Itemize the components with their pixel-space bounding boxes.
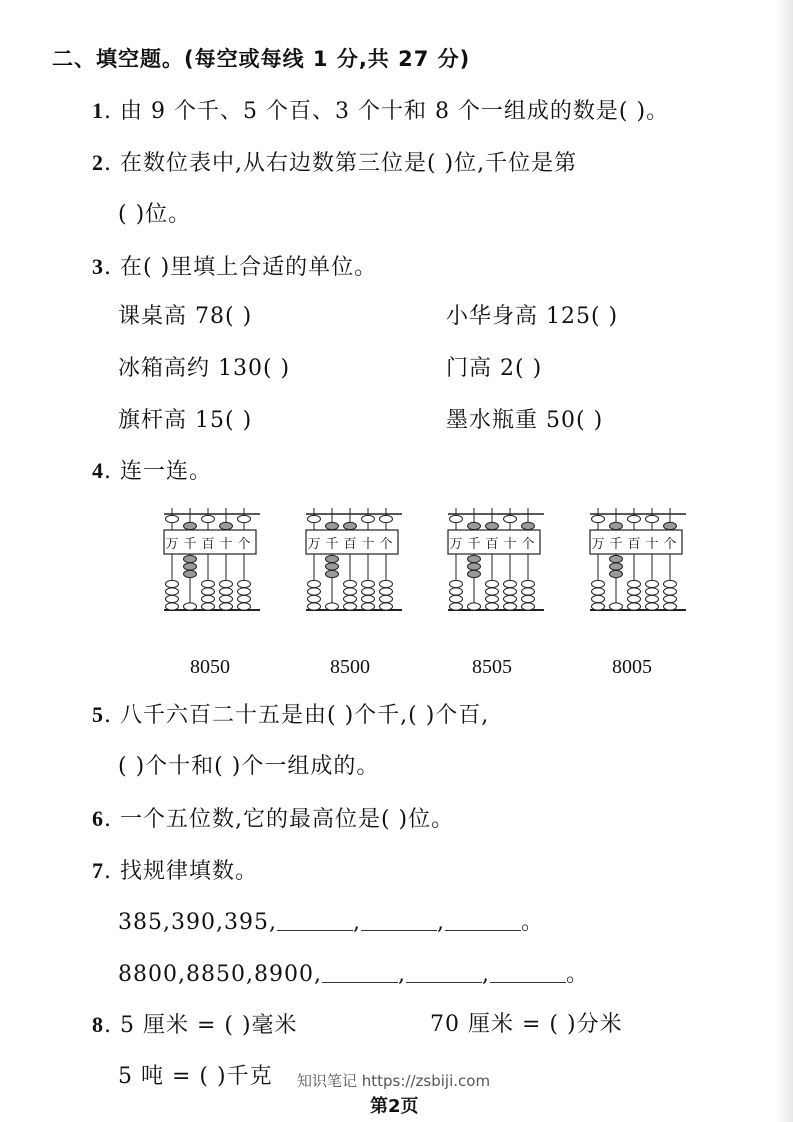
abacus-lower-bead	[344, 588, 357, 595]
abacus-lower-bead	[308, 580, 321, 587]
abacus-lower-bead	[610, 555, 623, 562]
abacus-lower-bead	[344, 580, 357, 587]
number-option: 8005	[612, 656, 652, 678]
abacus-upper-bead	[664, 522, 677, 529]
abacus-upper-bead	[238, 515, 251, 522]
abacus-column-label: 万	[165, 537, 179, 552]
abacus-lower-bead	[664, 595, 677, 602]
abacus-lower-bead	[486, 588, 499, 595]
abacus-lower-bead	[450, 580, 463, 587]
question-text: . 在数位表中,从右边数第三位是( )位,千位是第	[104, 151, 578, 176]
question-2-cont: ( )位。	[118, 202, 192, 227]
answer-blank[interactable]	[490, 962, 566, 983]
question-4	[92, 456, 212, 487]
abacus-lower-bead	[664, 603, 677, 610]
abacus-lower-bead	[202, 580, 215, 587]
number-option: 8505	[472, 656, 512, 678]
abacus-lower-bead	[166, 580, 179, 587]
question-number: 4	[92, 458, 104, 483]
abacus-lower-bead	[380, 588, 393, 595]
abacus-lower-bead	[380, 580, 393, 587]
answer-blank[interactable]	[406, 962, 482, 983]
abacus-upper-bead	[628, 515, 641, 522]
abacus-lower-bead	[486, 580, 499, 587]
abacus-column-label: 百	[201, 537, 215, 552]
abacus-column-label: 十	[361, 537, 375, 552]
question-5-cont: ( )个十和( )个一组成的。	[118, 754, 380, 779]
question-8	[92, 1010, 298, 1041]
abacus-lower-bead	[166, 603, 179, 610]
question-text: . 由 9 个千、5 个百、3 个十和 8 个一组成的数是( )。	[104, 99, 670, 124]
question-number: 5	[92, 702, 104, 727]
abacus-upper-bead	[202, 515, 215, 522]
abacus-lower-bead	[592, 595, 605, 602]
abacus-lower-bead	[238, 588, 251, 595]
question-text: . 连一连。	[104, 459, 212, 484]
abacus-figure	[586, 506, 686, 616]
sequence-row-2	[118, 960, 589, 990]
abacus-upper-bead	[468, 522, 481, 529]
abacus-upper-bead	[308, 515, 321, 522]
abacus-upper-bead	[362, 515, 375, 522]
question-number: 7	[92, 858, 104, 883]
abacus-lower-bead	[220, 603, 233, 610]
end-mark: 。	[520, 910, 544, 935]
abacus-column-label: 个	[521, 537, 535, 552]
question-3	[92, 252, 377, 283]
unit-item: 门高 2( )	[446, 356, 543, 381]
abacus-lower-bead	[308, 595, 321, 602]
abacus-figure	[444, 506, 544, 616]
abacus-lower-bead	[610, 570, 623, 577]
abacus-upper-bead	[592, 515, 605, 522]
abacus-lower-bead	[468, 570, 481, 577]
abacus-upper-bead	[166, 515, 179, 522]
question-7	[92, 856, 258, 887]
abacus-upper-bead	[380, 515, 393, 522]
abacus-lower-bead	[326, 570, 339, 577]
number-option: 8050	[190, 656, 230, 678]
abacus-lower-bead	[486, 603, 499, 610]
abacus-lower-bead	[504, 595, 517, 602]
abacus-lower-bead	[450, 588, 463, 595]
question-number: 2	[92, 150, 104, 175]
abacus-lower-bead	[646, 603, 659, 610]
abacus-lower-bead	[166, 595, 179, 602]
separator: ,	[352, 910, 361, 935]
abacus-lower-bead	[326, 555, 339, 562]
abacus-lower-bead	[184, 570, 197, 577]
abacus-lower-bead	[628, 588, 641, 595]
answer-blank[interactable]	[361, 910, 437, 931]
abacus-lower-bead	[202, 588, 215, 595]
abacus-lower-bead	[308, 588, 321, 595]
abacus-column-label: 个	[663, 537, 677, 552]
abacus-figure	[302, 506, 402, 616]
abacus-lower-bead	[380, 595, 393, 602]
abacus-lower-bead	[504, 588, 517, 595]
page-number: 第2页	[370, 1096, 419, 1117]
conversion-item: 5 吨 = ( )千克	[118, 1064, 273, 1089]
abacus-lower-bead	[202, 603, 215, 610]
abacus-lower-bead	[468, 563, 481, 570]
abacus-lower-bead	[344, 595, 357, 602]
question-2	[92, 148, 577, 179]
abacus-lower-bead	[592, 580, 605, 587]
abacus-lower-bead	[646, 588, 659, 595]
abacus-lower-bead	[664, 580, 677, 587]
unit-item: 墨水瓶重 50( )	[446, 408, 604, 433]
answer-blank[interactable]	[445, 910, 521, 931]
abacus-lower-bead	[592, 588, 605, 595]
abacus-upper-bead	[184, 522, 197, 529]
abacus-column-label: 千	[325, 537, 339, 552]
section-title: 二、填空题。(每空或每线 1 分,共 27 分)	[52, 47, 471, 71]
abacus-lower-bead	[220, 595, 233, 602]
unit-item: 小华身高 125( )	[446, 304, 619, 329]
abacus-lower-bead	[380, 603, 393, 610]
sequence-row-1	[118, 908, 544, 938]
abacus-lower-bead	[522, 595, 535, 602]
abacus-lower-bead	[362, 588, 375, 595]
abacus-lower-bead	[486, 595, 499, 602]
question-number: 8	[92, 1012, 104, 1037]
abacus-lower-bead	[184, 563, 197, 570]
unit-item: 冰箱高约 130( )	[118, 356, 291, 381]
abacus-column-label: 万	[449, 537, 463, 552]
end-mark: 。	[565, 962, 589, 987]
sequence-values: 8800,8850,8900,	[118, 962, 322, 987]
abacus-lower-bead	[646, 595, 659, 602]
abacus-lower-bead	[646, 580, 659, 587]
abacus-upper-bead	[522, 522, 535, 529]
abacus-lower-bead	[326, 563, 339, 570]
abacus-lower-bead	[610, 603, 623, 610]
conversion-item: 70 厘米 = ( )分米	[430, 1012, 623, 1037]
abacus-lower-bead	[522, 588, 535, 595]
abacus-upper-bead	[220, 522, 233, 529]
abacus-lower-bead	[468, 603, 481, 610]
abacus-column-label: 十	[219, 537, 233, 552]
question-1	[92, 96, 669, 127]
abacus-upper-bead	[486, 522, 499, 529]
abacus-column-label: 千	[183, 537, 197, 552]
abacus-upper-bead	[326, 522, 339, 529]
unit-item: 旗杆高 15( )	[118, 408, 253, 433]
abacus-column-label: 十	[645, 537, 659, 552]
abacus-lower-bead	[238, 603, 251, 610]
abacus-lower-bead	[344, 603, 357, 610]
abacus-lower-bead	[504, 580, 517, 587]
question-number: 1	[92, 98, 104, 123]
abacus-lower-bead	[238, 580, 251, 587]
abacus-figure	[160, 506, 260, 616]
abacus-lower-bead	[450, 603, 463, 610]
abacus-lower-bead	[664, 588, 677, 595]
question-text: . 一个五位数,它的最高位是( )位。	[104, 807, 455, 832]
abacus-column-label: 万	[307, 537, 321, 552]
answer-blank[interactable]	[322, 962, 398, 983]
question-text: . 找规律填数。	[104, 859, 258, 884]
abacus-lower-bead	[362, 580, 375, 587]
question-text: . 在( )里填上合适的单位。	[104, 255, 378, 280]
question-number: 3	[92, 254, 104, 279]
unit-item: 课桌高 78( )	[118, 304, 253, 329]
abacus-lower-bead	[184, 603, 197, 610]
abacus-column-label: 百	[485, 537, 499, 552]
abacus-column-label: 个	[237, 537, 251, 552]
abacus-lower-bead	[220, 588, 233, 595]
abacus-column-label: 百	[627, 537, 641, 552]
abacus-column-label: 百	[343, 537, 357, 552]
abacus-upper-bead	[504, 515, 517, 522]
separator: ,	[397, 962, 406, 987]
abacus-lower-bead	[592, 603, 605, 610]
abacus-lower-bead	[326, 603, 339, 610]
abacus-lower-bead	[166, 588, 179, 595]
separator: ,	[436, 910, 445, 935]
abacus-lower-bead	[610, 563, 623, 570]
watermark-note: 知识笔记 https://zsbiji.com	[297, 1072, 491, 1090]
question-text: . 5 厘米 = ( )毫米	[104, 1013, 298, 1038]
abacus-column-label: 千	[609, 537, 623, 552]
abacus-lower-bead	[522, 603, 535, 610]
abacus-lower-bead	[184, 555, 197, 562]
abacus-lower-bead	[628, 580, 641, 587]
abacus-lower-bead	[522, 580, 535, 587]
abacus-column-label: 万	[591, 537, 605, 552]
abacus-lower-bead	[362, 595, 375, 602]
abacus-upper-bead	[610, 522, 623, 529]
separator: ,	[481, 962, 490, 987]
abacus-lower-bead	[628, 603, 641, 610]
abacus-upper-bead	[646, 515, 659, 522]
abacus-lower-bead	[220, 580, 233, 587]
number-option: 8500	[330, 656, 370, 678]
answer-blank[interactable]	[277, 910, 353, 931]
page-edge-shadow	[775, 0, 793, 1122]
abacus-lower-bead	[450, 595, 463, 602]
sequence-values: 385,390,395,	[118, 910, 277, 935]
abacus-lower-bead	[202, 595, 215, 602]
abacus-upper-bead	[344, 522, 357, 529]
abacus-column-label: 十	[503, 537, 517, 552]
abacus-lower-bead	[308, 603, 321, 610]
abacus-lower-bead	[468, 555, 481, 562]
abacus-column-label: 个	[379, 537, 393, 552]
question-5	[92, 700, 489, 731]
question-number: 6	[92, 806, 104, 831]
abacus-lower-bead	[238, 595, 251, 602]
abacus-lower-bead	[362, 603, 375, 610]
abacus-lower-bead	[628, 595, 641, 602]
question-6	[92, 804, 454, 835]
question-text: . 八千六百二十五是由( )个千,( )个百,	[104, 703, 490, 728]
abacus-column-label: 千	[467, 537, 481, 552]
abacus-upper-bead	[450, 515, 463, 522]
abacus-lower-bead	[504, 603, 517, 610]
